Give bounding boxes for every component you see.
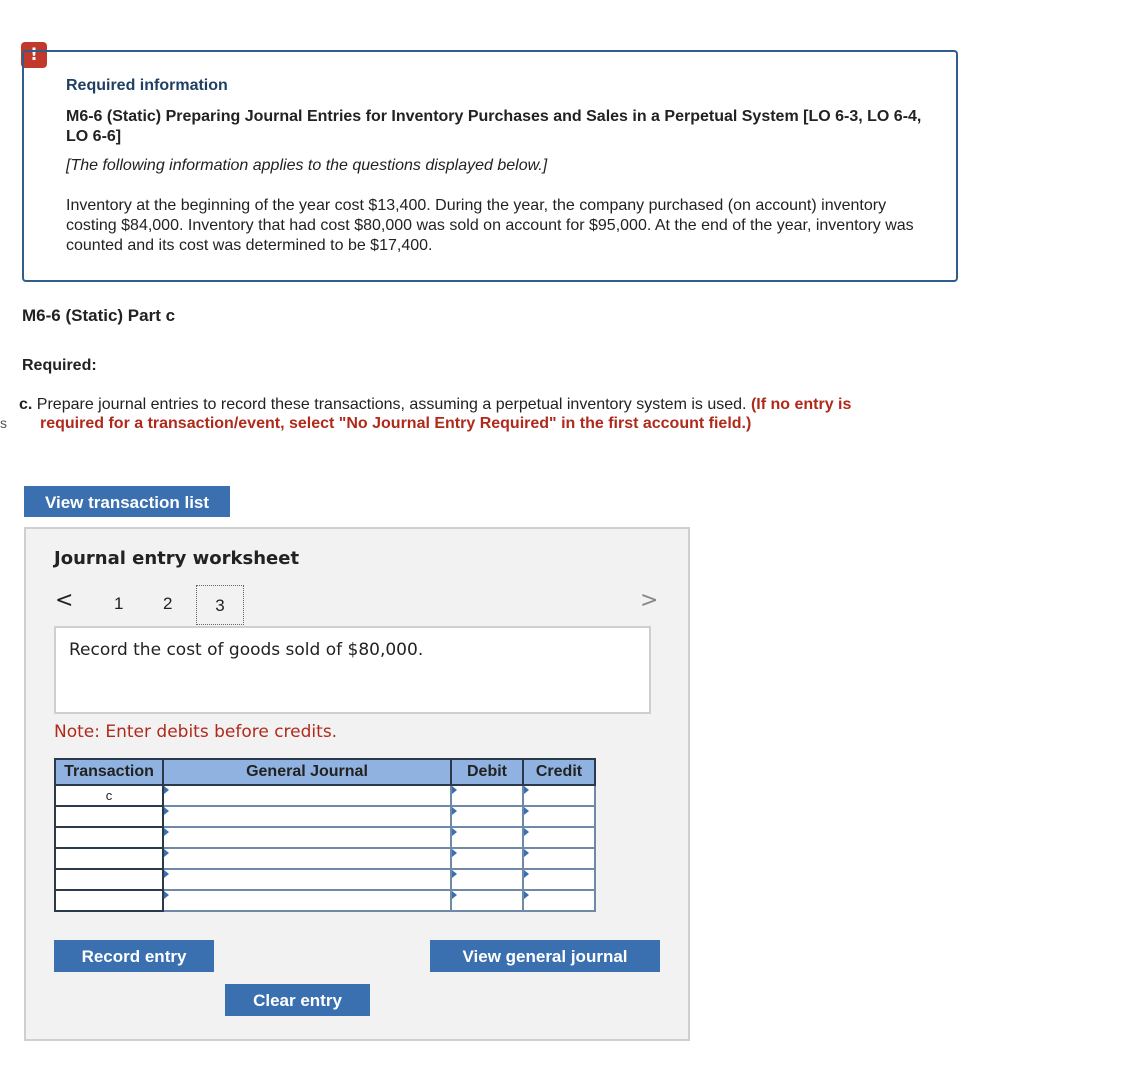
problem-body: Inventory at the beginning of the year cost $13,400. During the year, the company purchased (on account) inventory costing $84,000. Inventory that had cost $80,000 was sold on account for $95,000. At the end of the year, inventory was counted and its cost was determined to be $17,400. bbox=[66, 197, 914, 254]
transaction-cell bbox=[55, 869, 163, 890]
part-title: M6-6 (Static) Part c bbox=[22, 306, 176, 325]
transaction-cell bbox=[55, 806, 163, 827]
transaction-cell bbox=[55, 848, 163, 869]
record-entry-button[interactable]: Record entry bbox=[54, 940, 214, 972]
entry-description: Record the cost of goods sold of $80,000. bbox=[69, 640, 424, 660]
account-input[interactable] bbox=[163, 890, 451, 911]
header-credit: Credit bbox=[523, 759, 595, 785]
debit-input[interactable] bbox=[451, 785, 523, 806]
problem-heading: M6-6 (Static) Preparing Journal Entries for Inventory Purchases and Sales in a Perpetual System [LO 6-3, LO 6-4, LO 6-6] bbox=[66, 108, 922, 145]
info-italic-note: [The following information applies to the questions displayed below.] bbox=[66, 157, 548, 174]
table-row bbox=[55, 806, 595, 827]
credit-input[interactable] bbox=[523, 806, 595, 827]
account-input[interactable] bbox=[163, 827, 451, 848]
edge-fragment: s bbox=[0, 415, 7, 431]
debit-input[interactable] bbox=[451, 869, 523, 890]
requirement-lead: c. bbox=[19, 396, 33, 413]
credit-input[interactable] bbox=[523, 848, 595, 869]
table-row bbox=[55, 785, 595, 806]
header-general-journal: General Journal bbox=[163, 759, 451, 785]
requirement-text bbox=[19, 395, 949, 415]
credit-input[interactable] bbox=[523, 827, 595, 848]
requirement-body: Prepare journal entries to record these transactions, assuming a perpetual inventory system is used. bbox=[32, 396, 751, 413]
account-input[interactable] bbox=[163, 869, 451, 890]
view-general-journal-button[interactable]: View general journal bbox=[430, 940, 660, 972]
table-row bbox=[55, 848, 595, 869]
transaction-cell: c bbox=[55, 785, 163, 806]
entry-note: Note: Enter debits before credits. bbox=[54, 722, 338, 742]
account-input[interactable] bbox=[163, 848, 451, 869]
prev-chevron-icon[interactable]: < bbox=[55, 588, 74, 613]
header-debit: Debit bbox=[451, 759, 523, 785]
debit-input[interactable] bbox=[451, 827, 523, 848]
debit-input[interactable] bbox=[451, 848, 523, 869]
table-row bbox=[55, 869, 595, 890]
table-row bbox=[55, 827, 595, 848]
view-transaction-list-button[interactable]: View transaction list bbox=[24, 486, 230, 517]
page-1-link[interactable]: 1 bbox=[114, 594, 124, 613]
worksheet-title: Journal entry worksheet bbox=[54, 548, 300, 569]
account-input[interactable] bbox=[163, 785, 451, 806]
alert-icon: ! bbox=[21, 42, 47, 68]
page-3-current[interactable]: 3 bbox=[196, 585, 244, 625]
debit-input[interactable] bbox=[451, 806, 523, 827]
page-2-link[interactable]: 2 bbox=[163, 594, 173, 613]
credit-input[interactable] bbox=[523, 890, 595, 911]
requirement-red-note-cont: required for a transaction/event, select "No Journal Entry Required" in the first account field.) bbox=[40, 415, 752, 432]
transaction-cell bbox=[55, 890, 163, 911]
requirement-red-note: (If no entry is bbox=[750, 396, 852, 413]
table-row bbox=[55, 890, 595, 911]
journal-entry-table bbox=[54, 758, 596, 912]
header-transaction: Transaction bbox=[55, 759, 163, 785]
transaction-cell bbox=[55, 827, 163, 848]
credit-input[interactable] bbox=[523, 785, 595, 806]
account-input[interactable] bbox=[163, 806, 451, 827]
info-title: Required information bbox=[66, 77, 228, 94]
debit-input[interactable] bbox=[451, 890, 523, 911]
clear-entry-button[interactable]: Clear entry bbox=[225, 984, 370, 1016]
next-chevron-icon[interactable]: > bbox=[640, 588, 659, 613]
credit-input[interactable] bbox=[523, 869, 595, 890]
required-label: Required: bbox=[22, 357, 97, 374]
